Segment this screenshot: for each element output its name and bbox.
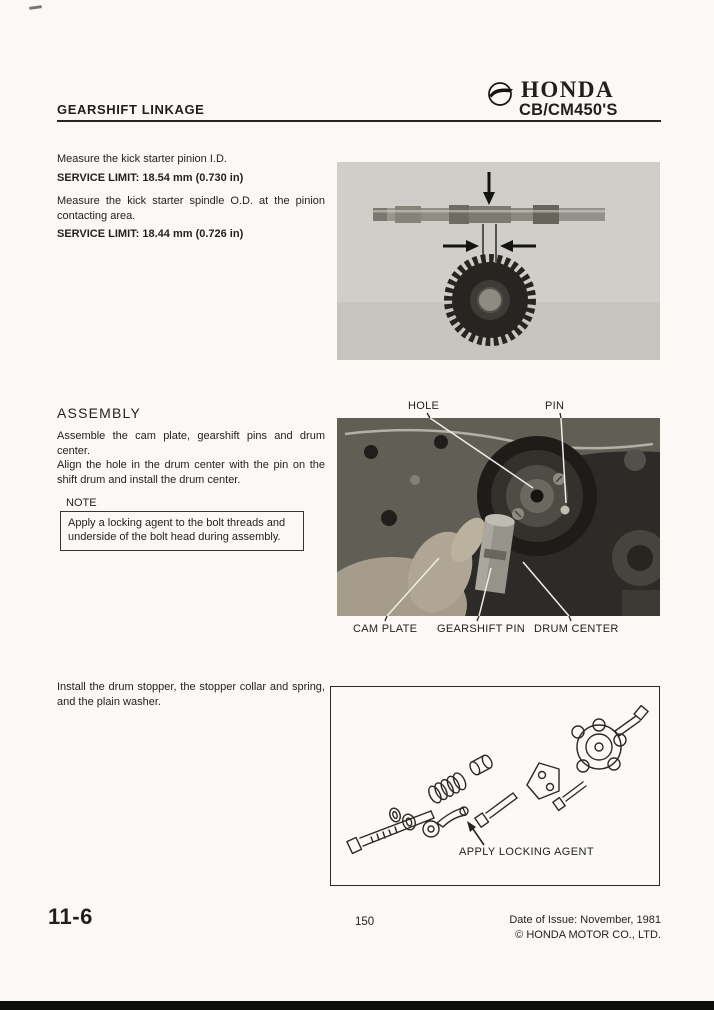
- install-para: Install the drum stopper, the stopper collar and spring, and the plain washer.: [57, 681, 325, 708]
- assembly-heading: ASSEMBLY: [57, 405, 142, 421]
- brand-model: CB/CM450'S: [519, 101, 618, 119]
- figure-label-drum-center: DRUM CENTER: [534, 623, 619, 635]
- scan-bottom-edge: [0, 1001, 714, 1010]
- figure-label-gearshift-pin: GEARSHIFT PIN: [437, 623, 526, 635]
- service-limit-1: SERVICE LIMIT: 18.54 mm (0.730 in): [57, 171, 244, 184]
- diagram-label-apply-locking-agent: APPLY LOCKING AGENT: [459, 846, 594, 858]
- header-rule: [57, 120, 661, 122]
- figure-label-pin: PIN: [545, 400, 565, 412]
- footer-imprint: [509, 913, 661, 943]
- install-section: [57, 680, 325, 709]
- measure-para-2: Measure the kick starter spindle O.D. at the pinion contacting area.: [57, 195, 325, 222]
- drum-center-photo-graphic: [337, 400, 660, 640]
- section-title: GEARSHIFT LINKAGE: [57, 102, 205, 117]
- chapter-page-number: 11-6: [48, 904, 93, 929]
- kick-starter-photo-graphic: [337, 162, 660, 360]
- brand-name: HONDA: [521, 77, 615, 102]
- note-box: Apply a locking agent to the bolt threads and underside of the bolt head during assembly.: [60, 511, 304, 551]
- scan-artifact: [29, 5, 42, 10]
- assembly-para-2: Align the hole in the drum center with the pin on the shift drum and install the drum center.: [57, 459, 325, 486]
- figure-kick-starter-photo: [337, 162, 660, 360]
- measure-para-1: Measure the kick starter pinion I.D.: [57, 153, 227, 165]
- copyright: © HONDA MOTOR CO., LTD.: [515, 929, 661, 941]
- honda-wing-icon: [485, 81, 517, 107]
- figure-drum-center-photo: [337, 400, 660, 640]
- figure-label-hole: HOLE: [408, 400, 440, 412]
- page-number: 150: [355, 916, 375, 928]
- figure-exploded-diagram: [330, 686, 660, 886]
- service-limit-2: SERVICE LIMIT: 18.44 mm (0.726 in): [57, 228, 244, 241]
- assembly-section: [57, 429, 325, 487]
- issue-date: Date of Issue: November, 1981: [509, 914, 661, 926]
- note-label: NOTE: [66, 497, 97, 509]
- measure-section: [57, 152, 325, 242]
- assembly-para-1: Assemble the cam plate, gearshift pins and drum center.: [57, 430, 325, 457]
- figure-label-cam-plate: CAM PLATE: [353, 623, 418, 635]
